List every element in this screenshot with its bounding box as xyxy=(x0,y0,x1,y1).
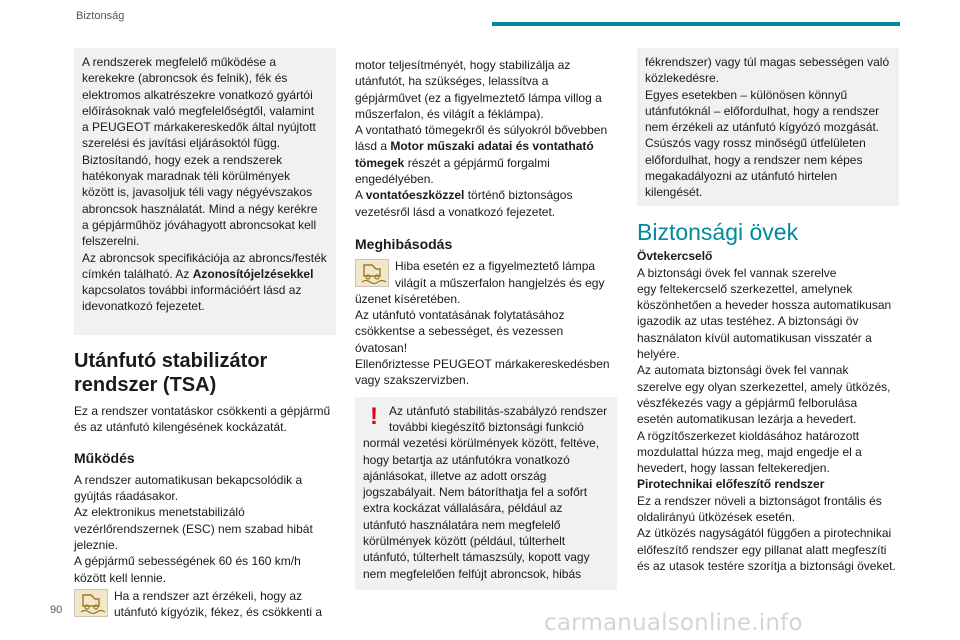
text-line: A rendszerek megfelelő működése a xyxy=(82,55,277,69)
text-line: hevedert, hogy lassan feltekeredjen. xyxy=(637,461,830,476)
header-accent-bar xyxy=(492,22,900,26)
text-line: normál vezetési körülmények között, feltéve, xyxy=(363,436,600,451)
text-line: Az abroncsok specifikációja az abroncs/festék xyxy=(82,250,327,265)
text-line xyxy=(82,266,328,282)
tsa-alert-box-continued xyxy=(637,48,899,206)
text-line: és az utasok testére szorítja a biztonsági öveket. xyxy=(637,558,896,573)
exclamation-icon: ! xyxy=(370,402,378,430)
text-line: előírásoknak való megfelelőségtől, valamint xyxy=(82,103,315,118)
text-fragment: címkén található. Az xyxy=(82,266,193,281)
text-line: nem érzékeli az utánfutó kígyózó mozgását. xyxy=(645,120,880,135)
text-line: üzenet kíséretében. xyxy=(355,291,461,306)
text-line: utánfutóknál – előfordulhat, hogy a rendszer xyxy=(645,103,880,118)
text-line: a gépjárműhöz jóváhagyott abroncsokat kell xyxy=(82,217,317,232)
text-line: abroncsok használatát. Mind a négy kerékre xyxy=(82,201,318,216)
trailer-warning-icon xyxy=(74,589,108,617)
text-line: vészfékezés vagy a gépjármű felborulása xyxy=(637,395,858,410)
text-line: előfeszítő rendszer egy pillanat alatt megfeszíti xyxy=(637,542,887,557)
text-line: Egyes esetekben – különösen könnyű xyxy=(645,87,848,102)
text-line xyxy=(355,138,617,154)
text-line: helyére. xyxy=(637,347,680,362)
tsa-warning-note xyxy=(74,588,336,621)
text-line: vagy szakszervizben. xyxy=(355,373,470,388)
text-line: Ellenőriztesse PEUGEOT márkakereskedésben xyxy=(355,357,610,372)
text-line: Az ütközés nagyságától függően a pirotechnikai xyxy=(637,526,892,541)
text-line: A gépjármű sebességének 60 és 160 km/h xyxy=(74,554,301,569)
text-line: vezetésről lásd a vonatkozó fejezetet. xyxy=(355,204,556,219)
text-line: hatékonyak maradnak téli körülmények xyxy=(82,169,291,184)
text-line: a PEUGEOT márkakereskedők által nyújtott xyxy=(82,120,316,135)
tsa-intro-line: és az utánfutó kilengésének kockázatát. xyxy=(74,420,287,435)
text-fragment: történő biztonságos xyxy=(464,188,573,203)
text-line: ajánlásokat, illetve az adott ország xyxy=(363,468,547,483)
text-line: mozdulattal húzza meg, majd engedje el a xyxy=(637,444,862,459)
text-line: utánfutó, túlterhelt támaszsúly, kopott vagy xyxy=(363,550,590,565)
text-fragment: lásd a xyxy=(355,139,391,154)
text-line: fékrendszer) vagy túl magas sebességen való xyxy=(645,55,890,69)
column-3 xyxy=(637,48,899,574)
text-line: gyújtás ráadásakor. xyxy=(74,489,179,504)
text-line: világít a műszerfalon hangjelzés és egy xyxy=(395,275,605,290)
text-line: műszerfalon, és világít a féklámpa). xyxy=(355,106,544,121)
text-line: Az automata biztonsági övek fel vannak xyxy=(637,363,849,378)
identification-reference: Azonosítójelzésekkel xyxy=(192,266,314,281)
text-line: szerelve egy olyan szerkezettel, amely ütközés, xyxy=(637,379,891,394)
text-line: egy feltekercselő szerkezettel, amelynek xyxy=(637,281,853,296)
tsa-title-line-1: Utánfutó stabilizátor xyxy=(74,350,268,372)
towing-device-reference: vontatóeszközzel xyxy=(365,188,465,203)
text-line: oldalirányú ütközések esetén. xyxy=(637,510,796,525)
text-line: Az elektronikus menetstabilizáló xyxy=(74,505,245,520)
text-line: utánfutó kígyózik, fékez, és csökkenti a xyxy=(114,605,323,620)
text-line: használaton kívül automatikusan visszatér a xyxy=(637,330,872,345)
text-line: igazodik az utas testéhez. A biztonsági öv xyxy=(637,314,859,329)
text-line: utánfutót, ha szükséges, lelassítva a xyxy=(355,74,549,89)
pretensioner-heading: Pirotechnikai előfeszítő rendszer xyxy=(637,477,825,492)
text-line: engedélyében. xyxy=(355,172,434,187)
malfunction-heading: Meghibásodás xyxy=(355,235,453,252)
text-line: jeleznie. xyxy=(74,538,119,553)
operation-heading: Működés xyxy=(74,449,135,466)
text-line: idevonatkozó fejezetet. xyxy=(82,299,205,314)
weights-reference: tömegek xyxy=(355,155,405,170)
text-line: A rendszer automatikusan bekapcsolódik a xyxy=(74,472,303,487)
text-line: hogy betartja az utánfutókra vonatkozó xyxy=(363,452,570,467)
text-line: A rögzítőszerkezet kioldásához határozott xyxy=(637,428,860,443)
text-line: jogszabályait. Nem bátoríthatja fel a sofőrt xyxy=(363,485,588,500)
tire-info-box xyxy=(74,48,336,335)
column-1 xyxy=(74,48,336,621)
text-line: Az utánfutó vontatásának folytatásához xyxy=(355,308,565,323)
text-line: előfordulhat, hogy a rendszer nem képes xyxy=(645,152,863,167)
text-line: Csúszós vagy rossz minőségű útfelületen xyxy=(645,136,866,151)
text-line: felszerelni. xyxy=(82,234,140,249)
tsa-intro-line: Ez a rendszer vontatáskor csökkenti a gépjármű xyxy=(74,404,331,418)
text-fragment: A xyxy=(355,188,366,203)
text-line: között is, javasoljuk téli vagy négyévszakos xyxy=(82,185,313,200)
text-line: esetén automatikusan lezárja a hevedert. xyxy=(637,412,857,427)
text-line: szerelési és javítási eljárásoktól függ. xyxy=(82,136,281,151)
text-line: elektromos alkatrészekre vonatkozó gyártói xyxy=(82,87,313,102)
text-line: vezérlőrendszernek (ESC) nem szabad hibát xyxy=(74,521,313,536)
text-line: extra kockázat vállalására, például az xyxy=(363,501,563,516)
text-line xyxy=(355,187,617,203)
text-line: csökkentse a sebességet, és vezessen xyxy=(355,324,564,339)
text-line: Hiba esetén ez a figyelmeztető lámpa xyxy=(395,259,596,274)
text-line xyxy=(355,155,617,171)
retractor-heading: Övtekercselő xyxy=(637,249,713,264)
text-line: kapcsolatos további információért lásd az xyxy=(82,283,302,298)
text-line: között kell lennie. xyxy=(74,570,167,585)
text-line: kilengését. xyxy=(645,185,703,200)
text-line: Biztosítandó, hogy ezek a rendszerek xyxy=(82,152,283,167)
text-line: köszönhetően a heveder hossza automatikusan xyxy=(637,298,892,313)
text-line: Ez a rendszer növeli a biztonságot frontális és xyxy=(637,493,882,508)
text-line: Az utánfutó stabilitás-szabályzó rendszer xyxy=(389,403,608,418)
text-line: motor teljesítményét, hogy stabilizálja az xyxy=(355,58,571,72)
text-line: további kiegészítő biztonsági funkció xyxy=(389,419,584,434)
text-fragment: részét a gépjármű forgalmi xyxy=(404,155,550,170)
text-line: megakadályozni az utánfutó hirtelen xyxy=(645,169,838,184)
trailer-warning-icon xyxy=(355,259,389,287)
text-line: közlekedésre. xyxy=(645,71,720,86)
text-line: óvatosan! xyxy=(355,340,408,355)
watermark: carmanualsonline.info xyxy=(544,610,803,636)
text-line: körülmények között (például, túlterhelt xyxy=(363,534,566,549)
tsa-title xyxy=(74,349,336,397)
text-line: A biztonsági övek fel vannak szerelve xyxy=(637,265,837,280)
section-label: Biztonság xyxy=(76,10,125,22)
text-line: nem megfelelően felfújt abroncsok, hibás xyxy=(363,566,582,581)
text-line: Ha a rendszer azt érzékeli, hogy az xyxy=(114,588,303,603)
malfunction-warning-note xyxy=(355,258,617,291)
page-number: 90 xyxy=(50,604,63,616)
text-line: kerekekre (abroncsok és felnik), fék és xyxy=(82,71,288,86)
tsa-title-line-2: rendszer (TSA) xyxy=(74,374,217,396)
text-line: utánfutó használatára nem megfelelő xyxy=(363,517,561,532)
column-2 xyxy=(355,48,617,590)
engine-data-reference: Motor műszaki adatai és vontatható xyxy=(390,139,594,154)
tsa-alert-box xyxy=(355,397,617,590)
seat-belts-heading: Biztonsági övek xyxy=(637,219,799,245)
text-line: A vontatható tömegekről és súlyokról bővebben xyxy=(355,123,608,138)
text-line: gépjárművet (ez a figyelmeztető lámpa villog a xyxy=(355,90,602,105)
